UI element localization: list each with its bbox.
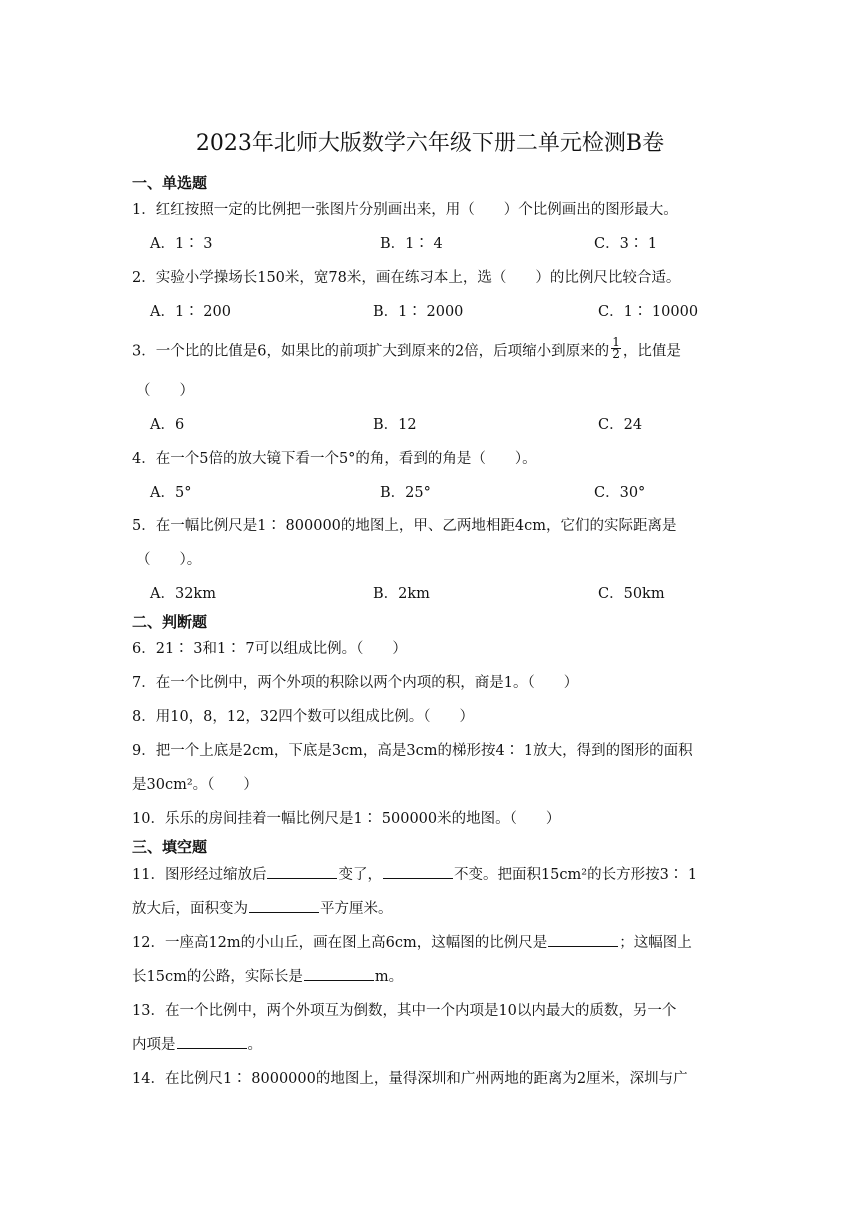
question-11-line2: 放大后，面积变为 平方厘米。 [132, 898, 732, 920]
q2-option-c: C．1∶ 10000 [598, 304, 699, 320]
fraction-one-half: $\frac{1}{2}$ [612, 335, 620, 361]
answer-blank[interactable] [383, 864, 453, 879]
q3-text-part2: ，比值是 [622, 343, 681, 360]
question-8: 8．用10，8，12，32四个数可以组成比例。（ ） [132, 709, 475, 725]
q5-option-b: B．2km [373, 586, 430, 602]
q5-answer-parens: （ ）。 [136, 552, 202, 568]
q1-option-b: B．1∶ 4 [380, 236, 443, 252]
q1-option-a: A．1∶ 3 [150, 236, 213, 252]
answer-blank[interactable] [249, 898, 319, 913]
question-13-line1: 13．在一个比例中，两个外项互为倒数，其中一个内项是10以内最大的质数，另一个 [132, 1003, 677, 1019]
question-13-line2: 内项是 。 [132, 1034, 732, 1056]
question-2: 2．实验小学操场长150米，宽78米，画在练习本上，选（ ）的比例尺比较合适。 [132, 270, 681, 286]
question-10: 10．乐乐的房间挂着一幅比例尺是1∶ 500000米的地图。（ ） [132, 811, 561, 827]
question-12-line1: 12．一座高12m的小山丘，画在图上高6cm，这幅图的比例尺是 ；这幅图上 [132, 932, 732, 954]
question-4: 4．在一个5倍的放大镜下看一个5°的角，看到的角是（ ）。 [132, 451, 537, 467]
q3-answer-parens: （ ） [136, 383, 194, 399]
answer-blank[interactable] [177, 1034, 247, 1049]
question-3 [132, 335, 732, 363]
question-14: 14．在比例尺1∶ 8000000的地图上，量得深圳和广州两地的距离为2厘米，深圳与广 [132, 1071, 688, 1087]
question-9-line1: 9．把一个上底是2cm，下底是3cm，高是3cm的梯形按4∶ 1放大，得到的图形的面积 [132, 743, 693, 759]
question-9-line2: 是30cm²。（ ） [132, 777, 258, 793]
question-11-line1: 11．图形经过缩放后 变了， 不变。把面积15cm²的长方形按3∶ 1 [132, 864, 732, 886]
question-6: 6．21∶ 3和1∶ 7可以组成比例。（ ） [132, 641, 407, 657]
section-single-choice: 一、单选题 [132, 174, 208, 192]
section-true-false: 二、判断题 [132, 613, 208, 631]
answer-blank[interactable] [267, 864, 337, 879]
q4-option-a: A．5° [150, 485, 192, 501]
answer-blank[interactable] [548, 932, 618, 947]
q4-option-b: B．25° [380, 485, 431, 501]
q1-option-c: C．3∶ 1 [594, 236, 658, 252]
question-5: 5．在一幅比例尺是1∶ 800000的地图上，甲、乙两地相距4cm，它们的实际距离是 [132, 518, 677, 534]
question-7: 7．在一个比例中，两个外项的积除以两个内项的积，商是1。（ ） [132, 675, 579, 691]
page-title: 2023年北师大版数学六年级下册二单元检测B卷 [195, 131, 665, 156]
q2-option-a: A．1∶ 200 [150, 304, 231, 320]
section-fill-blank: 三、填空题 [132, 838, 208, 856]
q4-option-c: C．30° [594, 485, 646, 501]
q3-option-b: B．12 [373, 417, 417, 433]
q3-option-c: C．24 [598, 417, 643, 433]
q3-text-part1: 3．一个比的比值是6，如果比的前项扩大到原来的2倍，后项缩小到原来的 [132, 343, 610, 360]
q5-option-c: C．50km [598, 586, 665, 602]
question-1: 1．红红按照一定的比例把一张图片分别画出来，用（ ）个比例画出的图形最大。 [132, 202, 678, 218]
answer-blank[interactable] [304, 966, 374, 981]
q5-option-a: A．32km [150, 586, 216, 602]
question-12-line2: 长15cm的公路，实际长是 m。 [132, 966, 732, 988]
q3-option-a: A．6 [150, 417, 185, 433]
q2-option-b: B．1∶ 2000 [373, 304, 464, 320]
